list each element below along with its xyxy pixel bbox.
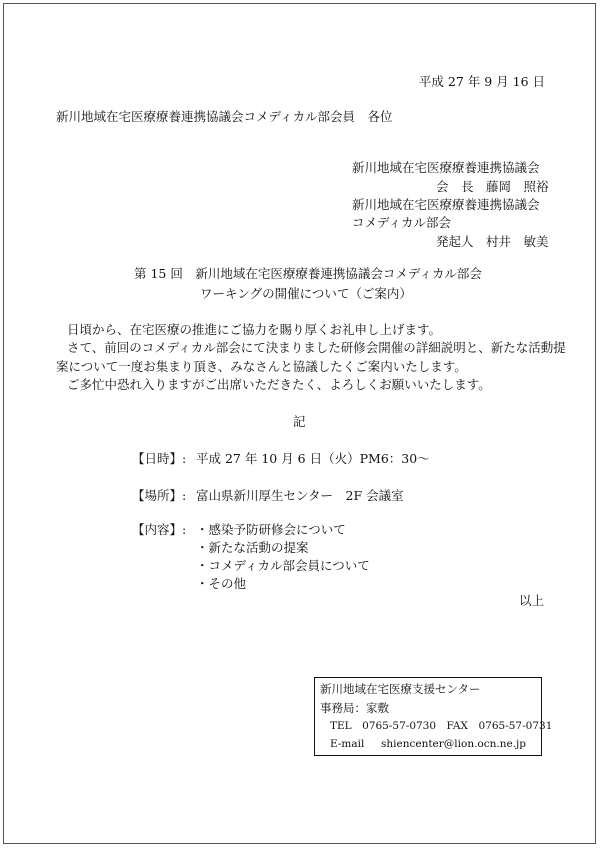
sender-initiator: 発起人 村井 敏美: [436, 234, 549, 249]
datetime-label: 【日時】:: [132, 451, 187, 466]
datetime-value: 平成 27 年 10 月 6 日（火）PM6：30～: [196, 451, 430, 466]
sender-org-2: 新川地域在宅医療療養連携協議会: [352, 197, 540, 212]
sender-org: 新川地域在宅医療療養連携協議会: [352, 160, 540, 175]
contact-box: [314, 677, 553, 756]
closing-ijo: 以上: [519, 593, 545, 608]
content-label: 【内容】:: [132, 522, 187, 537]
contact-email[interactable]: shiencenter@lion.ocn.ne.jp: [381, 738, 527, 750]
contact-email-label: E-mail: [330, 738, 365, 750]
addressee: 新川地域在宅医療療養連携協議会コメディカル部会員 各位: [56, 109, 393, 124]
place-value: 富山県新川厚生センター 2F 会議室: [196, 488, 404, 503]
sender-chairman: 会 長 藤岡 照裕: [436, 179, 549, 194]
content-item: ・新たな活動の提案: [196, 540, 309, 555]
ki-heading: 記: [293, 414, 306, 429]
content-item: ・感染予防研修会について: [196, 522, 346, 537]
contact-office: 事務局：家敷: [320, 701, 389, 715]
body-paragraph-3: ご多忙中恐れ入りますがご出席いただきたく、よろしくお願いいたします。: [67, 377, 491, 392]
contact-tel-fax: TEL 0765-57-0730 FAX 0765-57-0731: [330, 720, 553, 732]
document-date: 平成 27 年 9 月 16 日: [418, 74, 545, 89]
content-item: ・コメディカル部会員について: [196, 558, 370, 573]
contact-org: 新川地域在宅医療支援センター: [320, 682, 481, 696]
title-line-1: 第 15 回 新川地域在宅医療療養連携協議会コメディカル部会: [134, 266, 482, 281]
title-line-2: ワーキングの開催について（ご案内）: [200, 286, 412, 301]
place-label: 【場所】:: [132, 488, 187, 503]
body-paragraph-2: さて、前回のコメディカル部会にて決まりました研修会開催の詳細説明と、新たな活動提: [67, 340, 566, 355]
body-paragraph-2-cont: 案について一度お集まり頂き、みなさんと協議したくご案内いたします。: [56, 359, 467, 374]
sender-dept: コメディカル部会: [352, 215, 452, 230]
body-paragraph-1: 日頃から、在宅医療の推進にご協力を賜り厚くお礼申し上げます。: [67, 322, 442, 337]
content-item: ・その他: [196, 576, 247, 591]
